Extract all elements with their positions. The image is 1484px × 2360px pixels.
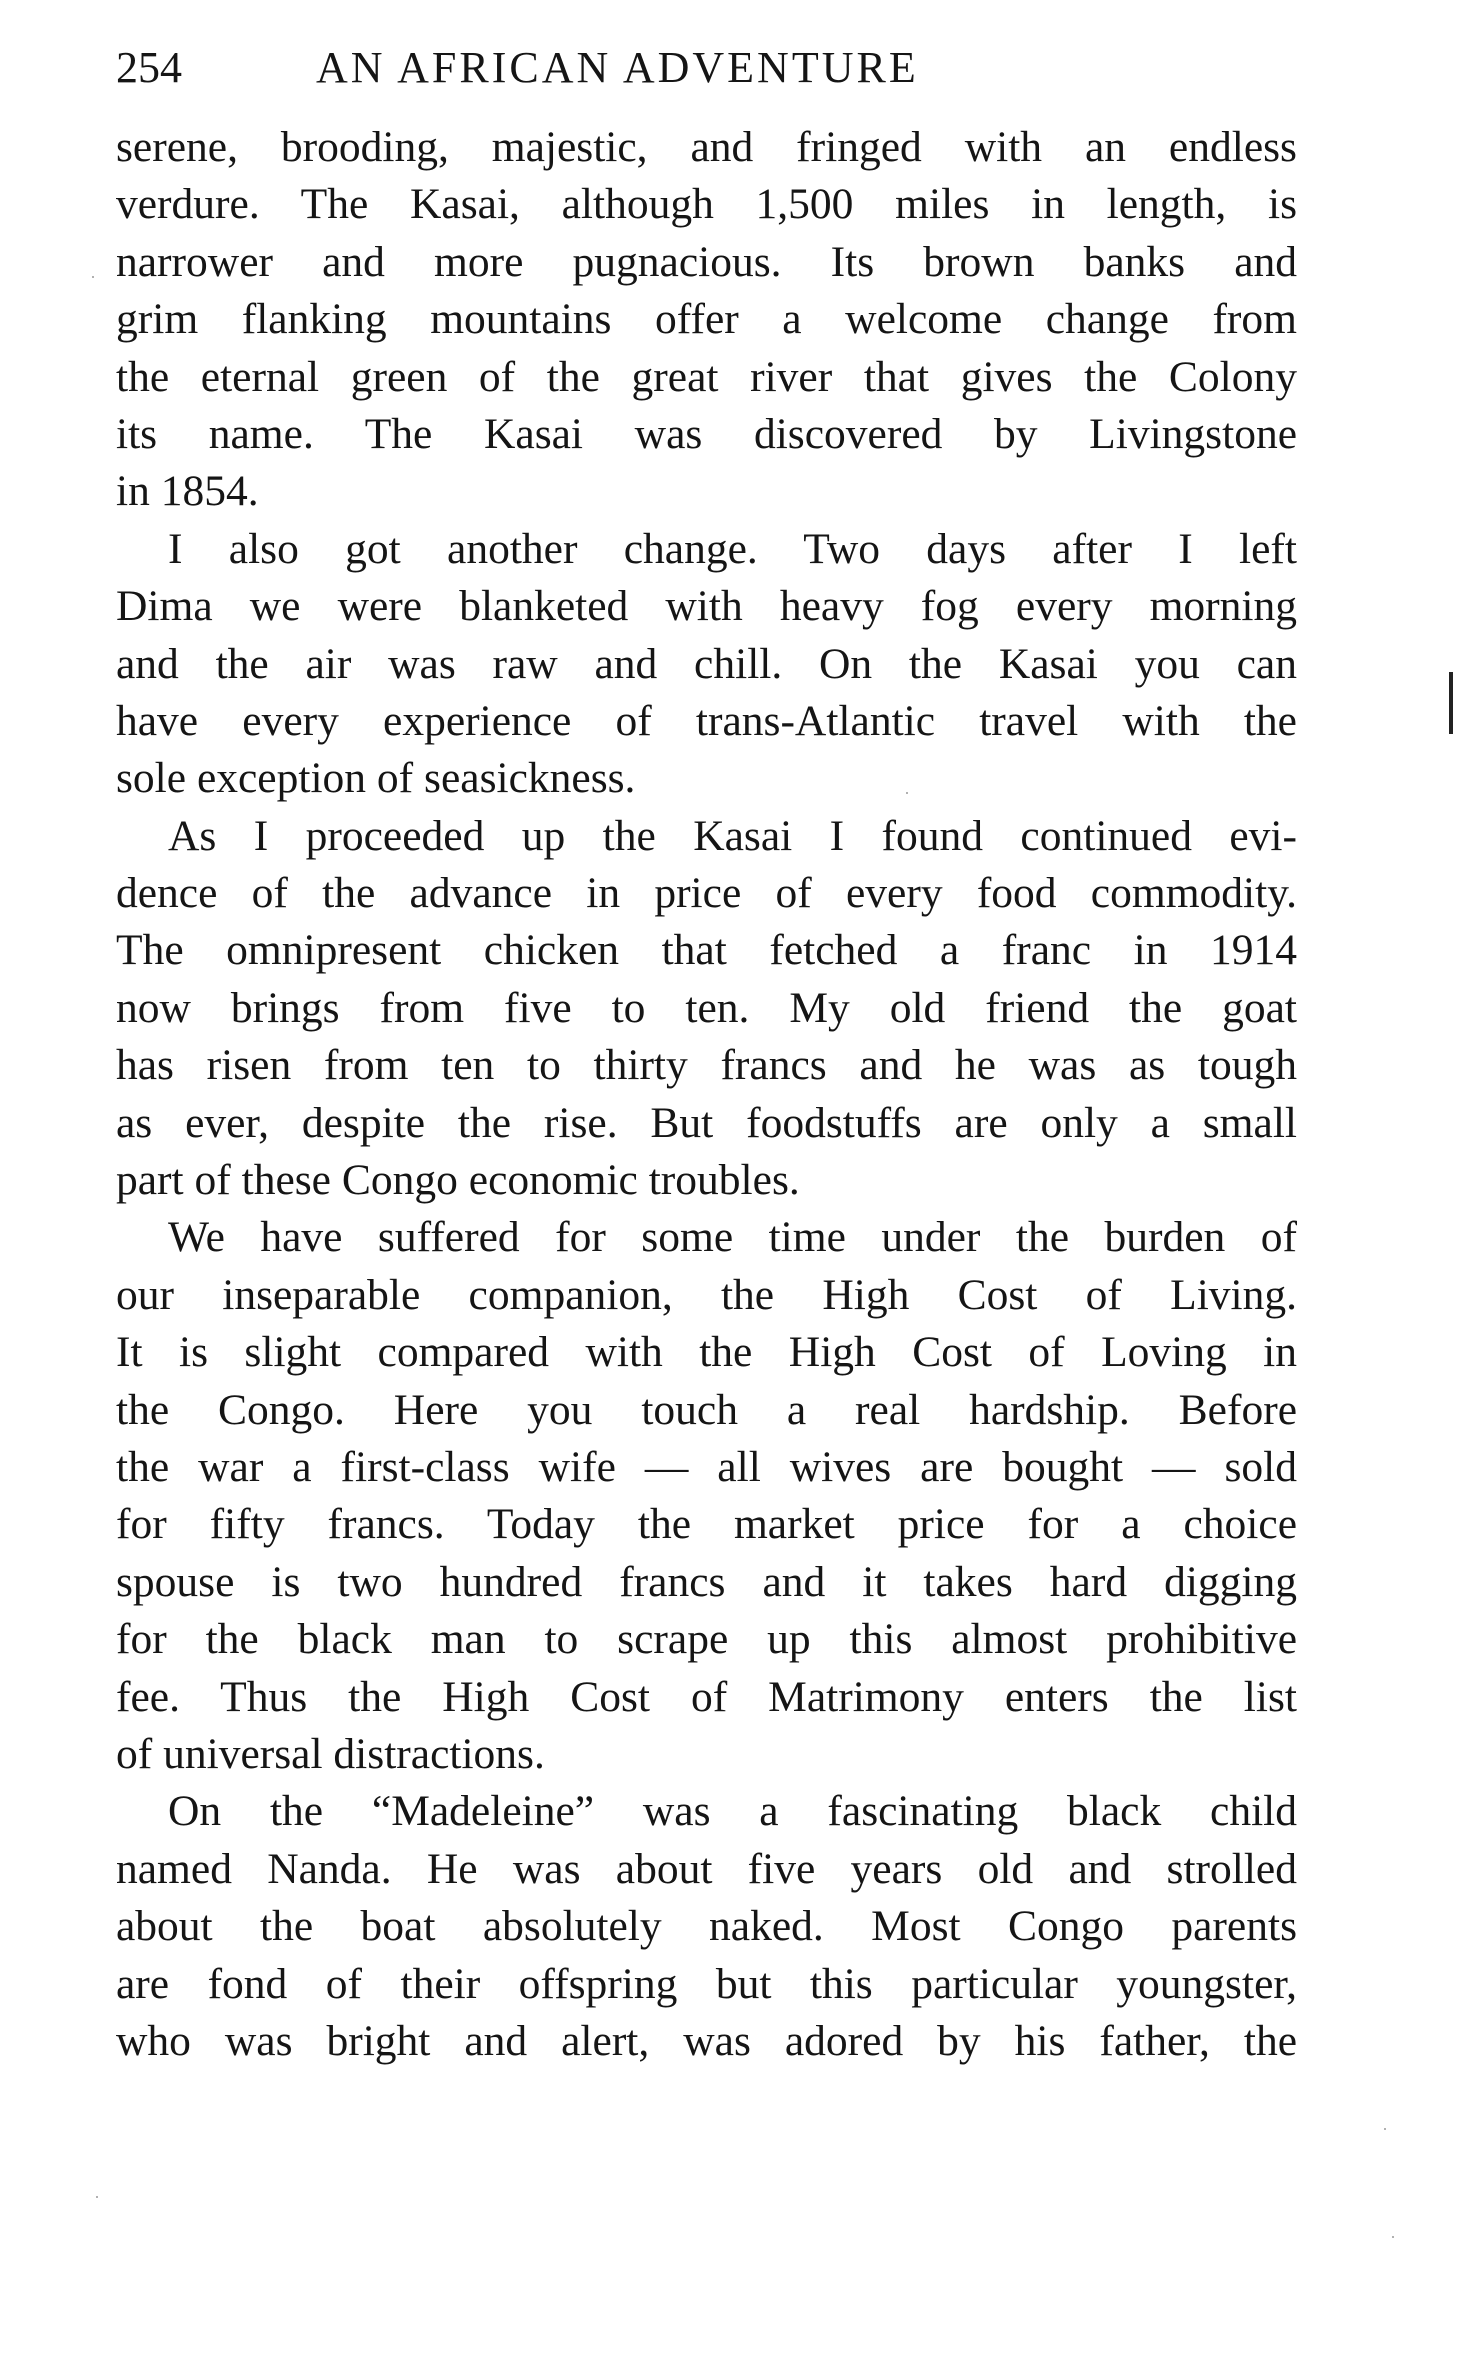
text-line: and the air was raw and chill. On the Kasai you can — [116, 639, 1297, 688]
text-line: part of these Congo economic troubles. — [116, 1156, 800, 1205]
text-line: As I proceeded up the Kasai I found continued evi- — [168, 811, 1297, 860]
text-line: serene, brooding, majestic, and fringed with an endless — [116, 123, 1297, 171]
text-line: narrower and more pugnacious. Its brown banks and — [116, 237, 1297, 286]
text-line: has risen from ten to thirty francs and he was as tough — [116, 1041, 1297, 1090]
text-line: the Congo. Here you touch a real hardship. Before — [116, 1385, 1297, 1434]
text-line: the war a first-class wife — all wives are bought — sold — [116, 1442, 1297, 1491]
text-line: named Nanda. He was about five years old and strolled — [116, 1844, 1297, 1893]
text-line: sole exception of seasickness. — [116, 754, 636, 803]
text-line: now brings from five to ten. My old friend the goat — [116, 983, 1297, 1032]
text-line: grim flanking mountains offer a welcome change from — [116, 295, 1297, 344]
text-line: in 1854. — [116, 467, 259, 516]
text-line: who was bright and alert, was adored by his father, the — [116, 2016, 1297, 2065]
paper-speck — [906, 792, 908, 794]
page-number: 254 — [116, 43, 182, 92]
paper-speck — [96, 2196, 98, 2198]
text-line: as ever, despite the rise. But foodstuffs are only a small — [116, 1098, 1297, 1147]
text-line: fee. Thus the High Cost of Matrimony enters the list — [116, 1672, 1297, 1721]
text-line: We have suffered for some time under the burden of — [168, 1213, 1297, 1262]
text-line: have every experience of trans-Atlantic travel with the — [116, 696, 1297, 745]
text-line: dence of the advance in price of every food commodity. — [116, 869, 1297, 918]
paper-speck — [92, 276, 94, 278]
text-line: On the “Madeleine” was a fascinating black child — [168, 1787, 1297, 1836]
text-line: I also got another change. Two days after I left — [168, 524, 1297, 573]
running-head — [116, 38, 1296, 98]
text-line: verdure. The Kasai, although 1,500 miles in length, is — [116, 180, 1297, 229]
body-text — [116, 119, 1297, 2070]
text-line: are fond of their offspring but this particular youngster, — [116, 1959, 1297, 2008]
text-line: for the black man to scrape up this almost prohibitive — [116, 1615, 1297, 1664]
book-title: AN AFRICAN ADVENTURE — [316, 43, 919, 92]
paper-speck — [1384, 2128, 1386, 2130]
text-line: for fifty francs. Today the market price for a choice — [116, 1500, 1297, 1549]
text-line: our inseparable companion, the High Cost of Living. — [116, 1270, 1297, 1319]
text-line: The omnipresent chicken that fetched a franc in 1914 — [116, 926, 1297, 975]
text-line: spouse is two hundred francs and it takes hard digging — [116, 1557, 1297, 1606]
text-line: Dima we were blanketed with heavy fog every morning — [116, 582, 1297, 631]
text-line: the eternal green of the great river that gives the Colony — [116, 352, 1297, 401]
paper-speck — [1392, 2236, 1394, 2238]
text-line: its name. The Kasai was discovered by Livingstone — [116, 409, 1297, 458]
text-line: about the boat absolutely naked. Most Congo parents — [116, 1902, 1297, 1951]
text-line: It is slight compared with the High Cost of Loving in — [116, 1328, 1297, 1377]
text-line: of universal distractions. — [116, 1729, 545, 1778]
margin-mark — [1449, 672, 1453, 734]
